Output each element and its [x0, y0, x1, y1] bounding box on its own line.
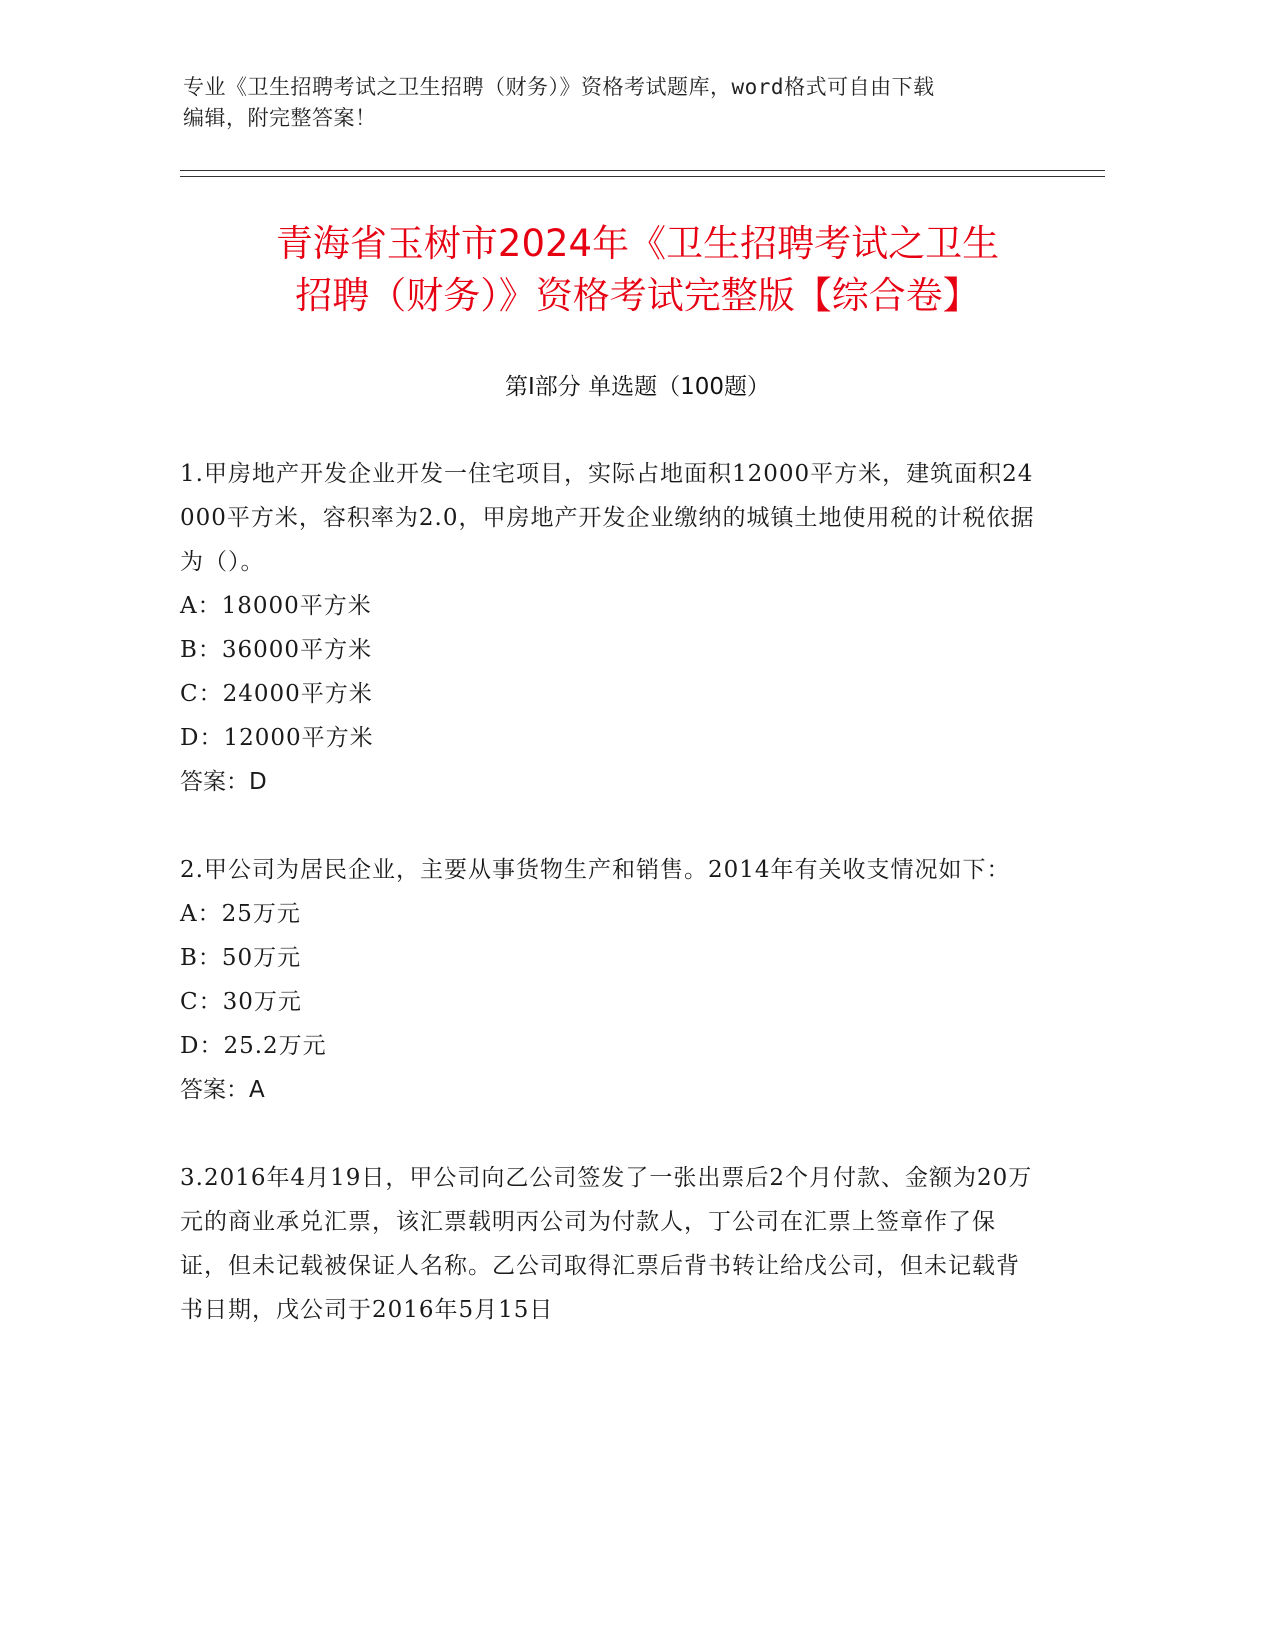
- question-stem: 1.甲房地产开发企业开发一住宅项目，实际占地面积12000平方米，建筑面积24000平方米，容积率为2.0，甲房地产开发企业缴纳的城镇土地使用税的计税依据为（）。: [180, 461, 1035, 575]
- option-b: B：50万元: [180, 945, 302, 971]
- question-list: [180, 452, 1040, 1376]
- header-note-line-2: 编辑，附完整答案！: [183, 106, 377, 130]
- header-divider-bottom: [180, 176, 1105, 177]
- option-a: A：25万元: [180, 901, 301, 927]
- section-heading: 第Ⅰ部分 单选题（100题）: [505, 374, 770, 400]
- answer-line: 答案：D: [180, 769, 267, 795]
- option-c: C：24000平方米: [180, 681, 373, 707]
- option-d: D：25.2万元: [180, 1033, 327, 1059]
- option-c: C：30万元: [180, 989, 302, 1015]
- header-divider-top: [180, 170, 1105, 171]
- question-3: [180, 1156, 1040, 1332]
- document-title: [150, 218, 1125, 322]
- option-d: D：12000平方米: [180, 725, 374, 751]
- document-title-line-1: 青海省玉树市2024年《卫生招聘考试之卫生: [275, 222, 1000, 265]
- question-2: [180, 848, 1040, 1112]
- question-stem: 3.2016年4月19日，甲公司向乙公司签发了一张出票后2个月付款、金额为20万元的商业承兑汇票，该汇票载明丙公司为付款人，丁公司在汇票上签章作了保证，但未记载被保证人名称。乙公司取得汇票后背书转让给戊公司，但未记载背书日期，戊公司于2016年5月15日: [180, 1165, 1033, 1323]
- option-a: A：18000平方米: [180, 593, 372, 619]
- question-stem: 2.甲公司为居民企业，主要从事货物生产和销售。2014年有关收支情况如下：: [180, 857, 1011, 883]
- header-note-line-1: 专业《卫生招聘考试之卫生招聘（财务）》资格考试题库，word格式可自由下载: [183, 75, 935, 99]
- document-title-line-2: 招聘（财务）》资格考试完整版【综合卷】: [295, 274, 980, 317]
- answer-line: 答案：A: [180, 1077, 265, 1103]
- option-b: B：36000平方米: [180, 637, 373, 663]
- question-1: [180, 452, 1040, 804]
- header-note: [183, 72, 1083, 134]
